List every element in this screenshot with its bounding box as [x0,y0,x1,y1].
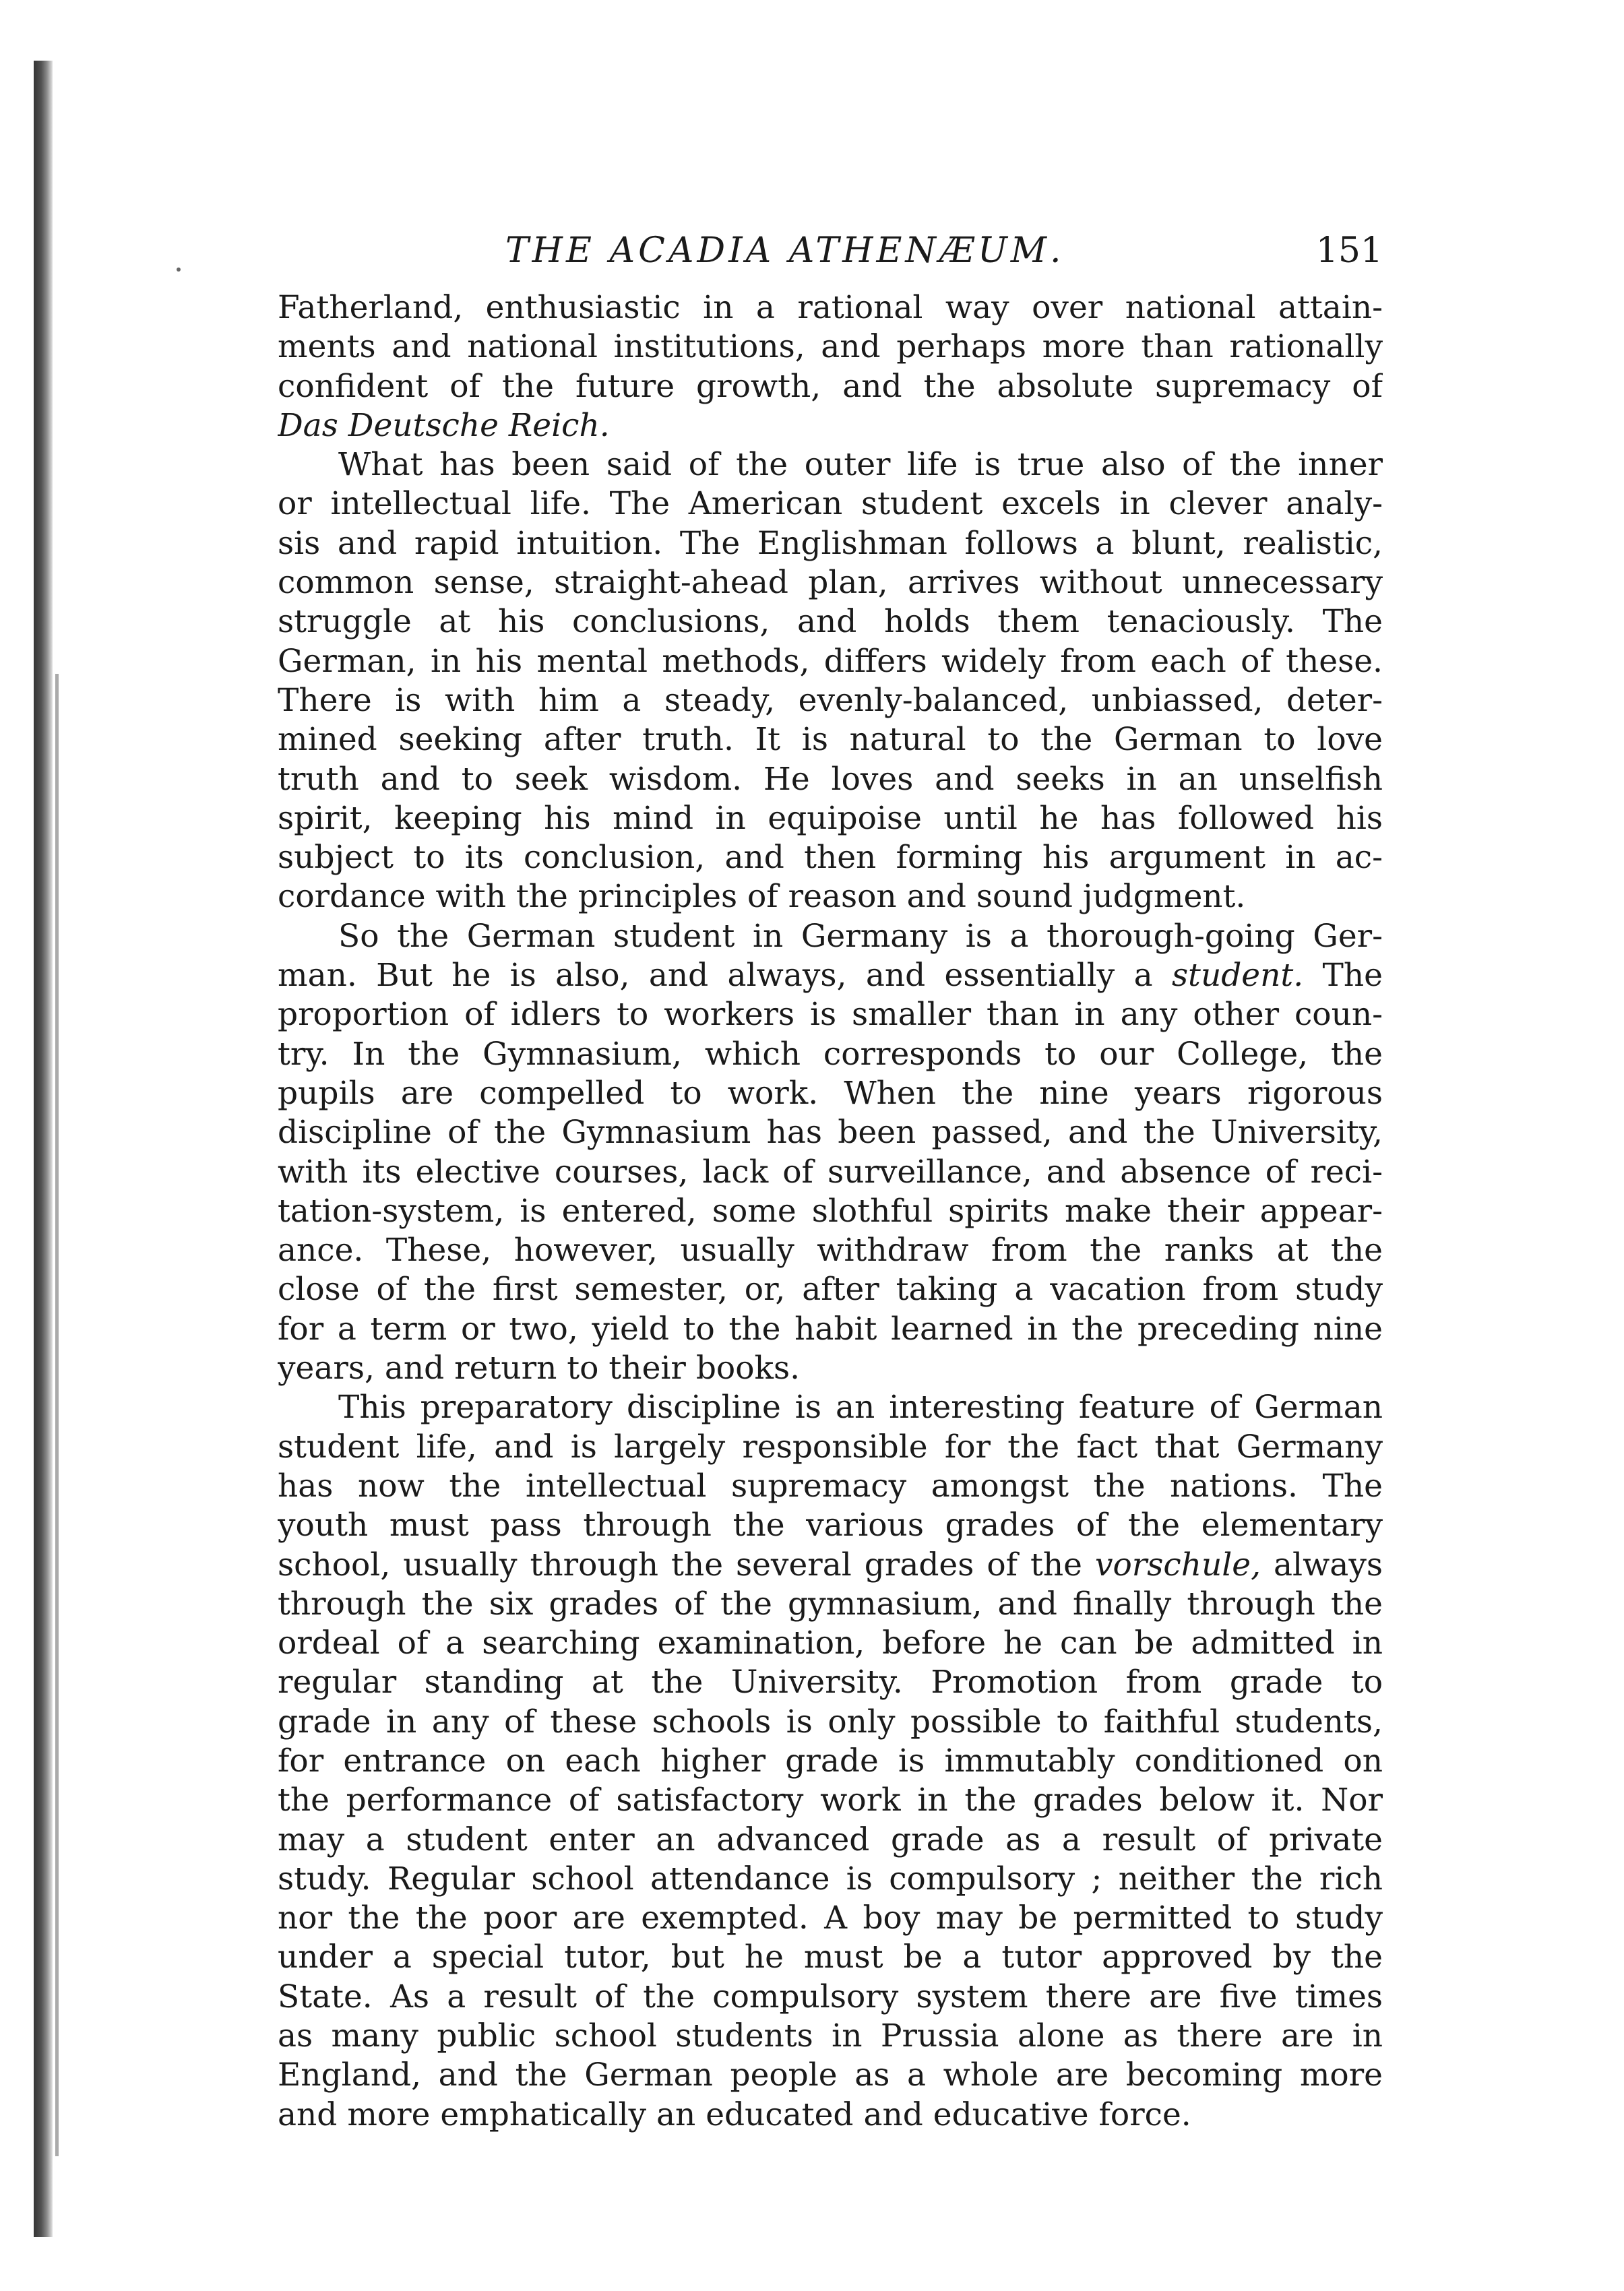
journal-title: THE ACADIA ATHENÆUM. [505,230,1065,271]
text-line: mined seeking after truth. It is natural to the German to love [278,721,1383,759]
text-line: student life, and is largely responsible for the fact that Germany [278,1428,1383,1466]
text-line: school, usually through the several grades of the vorschule, always [278,1546,1383,1583]
page-number: 151 [1315,230,1383,271]
text-line: sis and rapid intuition. The Englishman follows a blunt, realistic, [278,524,1383,562]
text-line: for entrance on each higher grade is immutably conditioned on [278,1742,1383,1780]
text-line: study. Regular school attendance is compulsory ; neither the rich [278,1860,1383,1897]
text-line: What has been said of the outer life is true also of the inner [338,446,1383,484]
running-head [278,222,1383,276]
text-line: subject to its conclusion, and then forming his argument in ac- [278,839,1383,877]
text-line: pupils are compelled to work. When the nine years rigorous [278,1074,1383,1112]
text-line: spirit, keeping his mind in equipoise until he has followed his [278,799,1383,837]
text-line: proportion of idlers to workers is smaller than in any other coun- [278,996,1383,1034]
text-line: ordeal of a searching examination, before he can be admitted in [278,1625,1383,1662]
text-line: struggle at his conclusions, and holds them tenaciously. The [278,603,1383,641]
text-line: with its elective courses, lack of surveillance, and absence of reci- [278,1153,1383,1191]
text-line: discipline of the Gymnasium has been passed, and the University, [278,1114,1383,1152]
text-line: This preparatory discipline is an interesting feature of German [338,1389,1383,1426]
binding-edge-line [55,674,59,2156]
scan-speck [177,268,181,272]
text-line: grade in any of these schools is only possible to faithful students, [278,1703,1383,1740]
text-line: the performance of satisfactory work in the grades below it. Nor [278,1782,1383,1819]
text-line: confident of the future growth, and the absolute supremacy of [278,367,1383,405]
text-line: and more emphatically an educated and educative force. [278,2096,1191,2133]
text-line: through the six grades of the gymnasium, and finally through the [278,1585,1383,1623]
text-line: under a special tutor, but he must be a tutor approved by the [278,1939,1383,1976]
text-line: regular standing at the University. Promotion from grade to [278,1664,1383,1701]
text-line: youth must pass through the various grades of the elementary [278,1507,1383,1544]
text-line: man. But he is also, and always, and essentially a student. The [278,957,1383,995]
text-line: nor the the poor are exempted. A boy may be permitted to study [278,1900,1383,1937]
text-line: There is with him a steady, evenly-balanced, unbiassed, deter- [278,681,1383,719]
text-line: for a term or two, yield to the habit learned in the preceding nine [278,1310,1383,1348]
text-line: Das Deutsche Reich. [278,406,610,444]
body-text [278,288,1383,2135]
text-line: years, and return to their books. [278,1350,801,1387]
text-line: ance. These, however, usually withdraw from the ranks at the [278,1232,1383,1269]
text-line: may a student enter an advanced grade as a result of private [278,1821,1383,1858]
text-line: ments and national institutions, and perhaps more than rationally [278,328,1383,366]
text-line: Fatherland, enthusiastic in a rational way over national attain- [278,289,1383,326]
text-line: truth and to seek wisdom. He loves and seeks in an unselfish [278,760,1383,798]
text-line: State. As a result of the compulsory system there are five times [278,1978,1383,2015]
text-line: tation-system, is entered, some slothful spirits make their appear- [278,1192,1383,1230]
text-line: as many public school students in Prussia alone as there are in [278,2017,1383,2055]
text-line: or intellectual life. The American student excels in clever analy- [278,485,1383,523]
text-line: has now the intellectual supremacy amongst the nations. The [278,1467,1383,1505]
text-line: German, in his mental methods, differs widely from each of these. [278,642,1383,680]
binding-edge-shadow [34,61,53,2237]
text-line: try. In the Gymnasium, which corresponds to our College, the [278,1035,1383,1073]
book-page [278,222,1383,2135]
text-line: common sense, straight-ahead plan, arrives without unnecessary [278,564,1383,602]
text-line: close of the first semester, or, after taking a vacation from study [278,1271,1383,1309]
text-line: So the German student in Germany is a thorough-going Ger- [338,917,1383,955]
text-line: cordance with the principles of reason and sound judgment. [278,878,1246,916]
text-line: England, and the German people as a whole are becoming more [278,2057,1383,2094]
